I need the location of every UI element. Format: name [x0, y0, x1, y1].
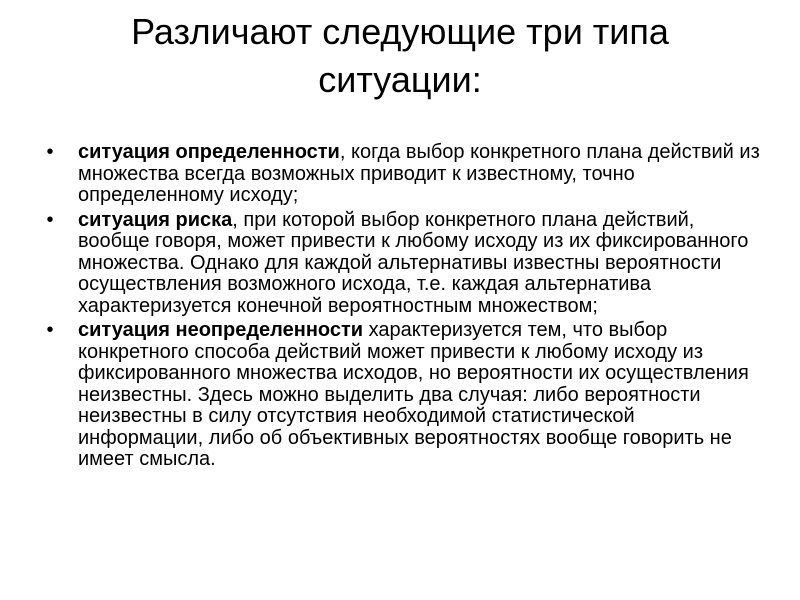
bullet-item-uncertainty [40, 320, 760, 471]
bullet-term: ситуация риска [78, 208, 233, 231]
bullet-text: , когда выбор конкретного плана действий из множества всегда возможных приводит к известному, точно определенному исходу; [78, 141, 760, 206]
bullet-item-risk [40, 210, 760, 318]
bullet-text: характеризуется тем, что выбор конкретного способа действий может привести к любому исходу из фиксированного множества исходов, но вероятности их осуществления неизвестны. Здесь можно выделить два случая: либо вероятности неизвестны в силу отсутствия необходимой статистической информации, либо об объективных вероятностях вообще говорить не имеет смысла. [78, 319, 749, 470]
bullet-dot-icon: • [46, 208, 54, 231]
bullet-term: ситуация определенности [78, 141, 340, 163]
bullet-dot-icon: • [46, 141, 54, 163]
bullet-dot-icon: • [46, 319, 54, 341]
bullet-list [40, 142, 760, 474]
bullet-term: ситуация неопределенности [78, 319, 364, 341]
bullet-item-certainty [40, 142, 760, 207]
bullet-text: , при которой выбор конкретного плана действий, вообще говоря, может привести к любому исходу из их фиксированного множества. Однако для каждой альтернативы известны вероятности осуществления возможного исхода, т.е. каждая альтернатива характеризуется конечной вероятностным множеством; [78, 208, 749, 317]
slide-title: Различают следующие три типа ситуации: [131, 11, 669, 100]
